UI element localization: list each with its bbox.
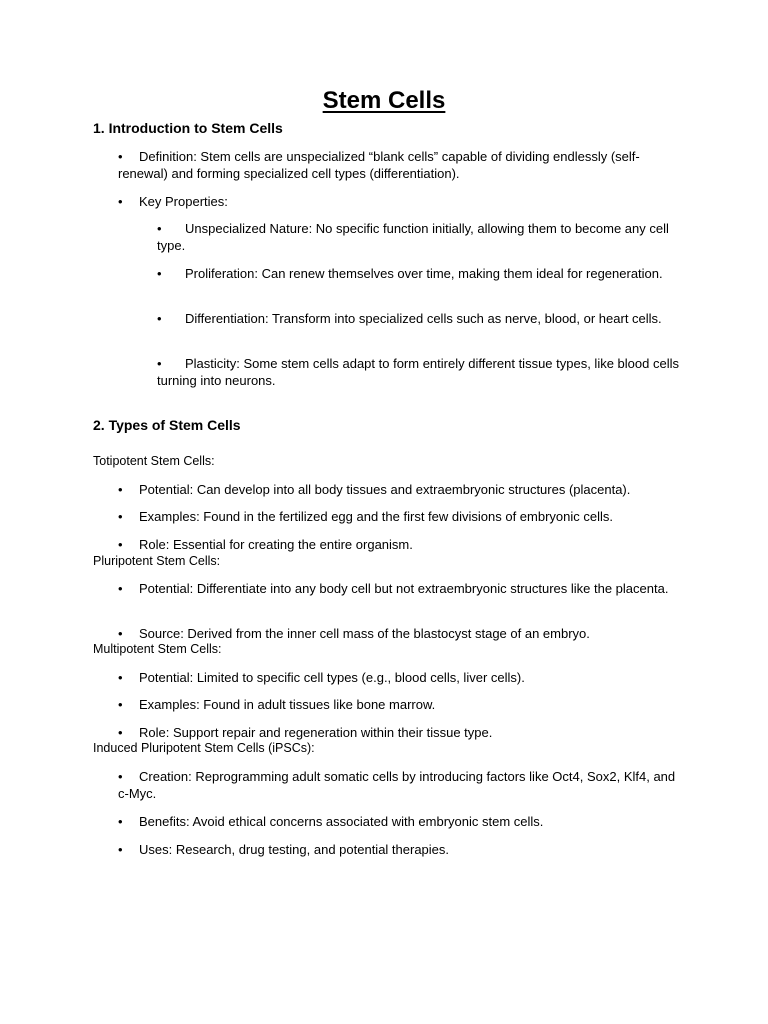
list-item xyxy=(118,696,683,713)
page-title: Stem Cells xyxy=(322,87,446,114)
bullet-marker: • xyxy=(157,221,162,236)
list-item-text: Examples: Found in the fertilized egg and the first few divisions of embryonic cells. xyxy=(139,509,614,524)
bullet-marker: • xyxy=(118,194,123,209)
sub-list-item xyxy=(157,220,682,254)
bullet-marker: • xyxy=(118,626,123,641)
list-item xyxy=(118,724,683,741)
subheading-ipsc: Induced Pluripotent Stem Cells (iPSCs): xyxy=(93,741,315,755)
list-item xyxy=(118,813,683,830)
section-heading-types: 2. Types of Stem Cells xyxy=(93,417,241,433)
list-item-text: Potential: Limited to specific cell types (e.g., blood cells, liver cells). xyxy=(139,670,525,685)
bullet-marker: • xyxy=(118,670,123,685)
list-item-text: Uses: Research, drug testing, and potential therapies. xyxy=(139,842,450,857)
list-item-text: Proliferation: Can renew themselves over time, making them ideal for regeneration. xyxy=(185,266,663,281)
list-item-text: Plasticity: Some stem cells adapt to form entirely different tissue types, like blood cells turning into neurons. xyxy=(157,356,679,388)
list-item-text: Role: Essential for creating the entire organism. xyxy=(139,537,413,552)
list-item xyxy=(118,841,683,858)
subheading-totipotent: Totipotent Stem Cells: xyxy=(93,454,215,468)
bullet-marker: • xyxy=(118,725,123,740)
bullet-marker: • xyxy=(157,311,162,326)
bullet-marker: • xyxy=(118,697,123,712)
list-item-text: Unspecialized Nature: No specific function initially, allowing them to become any cell type. xyxy=(157,221,669,253)
list-item-text: Definition: Stem cells are unspecialized “blank cells” capable of dividing endlessly (self-renewal) and forming specialized cell types (differentiation). xyxy=(118,149,640,181)
bullet-marker: • xyxy=(118,769,123,784)
list-item xyxy=(118,508,683,525)
section-heading-introduction: 1. Introduction to Stem Cells xyxy=(93,120,283,136)
list-item xyxy=(118,536,683,553)
list-item-text: Role: Support repair and regeneration within their tissue type. xyxy=(139,725,493,740)
bullet-marker: • xyxy=(118,537,123,552)
sub-list-item xyxy=(157,265,682,282)
list-item-text: Creation: Reprogramming adult somatic cells by introducing factors like Oct4, Sox2, Klf4, and c-Myc. xyxy=(118,769,676,801)
subheading-multipotent: Multipotent Stem Cells: xyxy=(93,642,222,656)
list-item xyxy=(118,669,683,686)
bullet-marker: • xyxy=(118,149,123,164)
sub-list-item xyxy=(157,310,682,327)
list-item xyxy=(118,625,683,642)
list-item xyxy=(118,481,683,498)
list-item-text: Examples: Found in adult tissues like bone marrow. xyxy=(139,697,436,712)
list-item-text: Benefits: Avoid ethical concerns associated with embryonic stem cells. xyxy=(139,814,544,829)
list-item-text: Potential: Differentiate into any body cell but not extraembryonic structures like the placenta. xyxy=(139,581,669,596)
bullet-marker: • xyxy=(118,482,123,497)
sub-list-item xyxy=(157,355,682,389)
list-item-text: Key Properties: xyxy=(139,194,228,209)
bullet-marker: • xyxy=(118,509,123,524)
bullet-marker: • xyxy=(157,266,162,281)
list-item-definition xyxy=(118,148,683,182)
list-item-text: Potential: Can develop into all body tissues and extraembryonic structures (placenta). xyxy=(139,482,631,497)
bullet-marker: • xyxy=(118,842,123,857)
list-item xyxy=(118,768,683,802)
list-item xyxy=(118,580,683,597)
list-item-key-properties xyxy=(118,193,683,210)
subheading-pluripotent: Pluripotent Stem Cells: xyxy=(93,554,221,568)
bullet-marker: • xyxy=(118,581,123,596)
list-item-text: Source: Derived from the inner cell mass of the blastocyst stage of an embryo. xyxy=(139,626,590,641)
bullet-marker: • xyxy=(157,356,162,371)
bullet-marker: • xyxy=(118,814,123,829)
list-item-text: Differentiation: Transform into specialized cells such as nerve, blood, or heart cells. xyxy=(185,311,662,326)
